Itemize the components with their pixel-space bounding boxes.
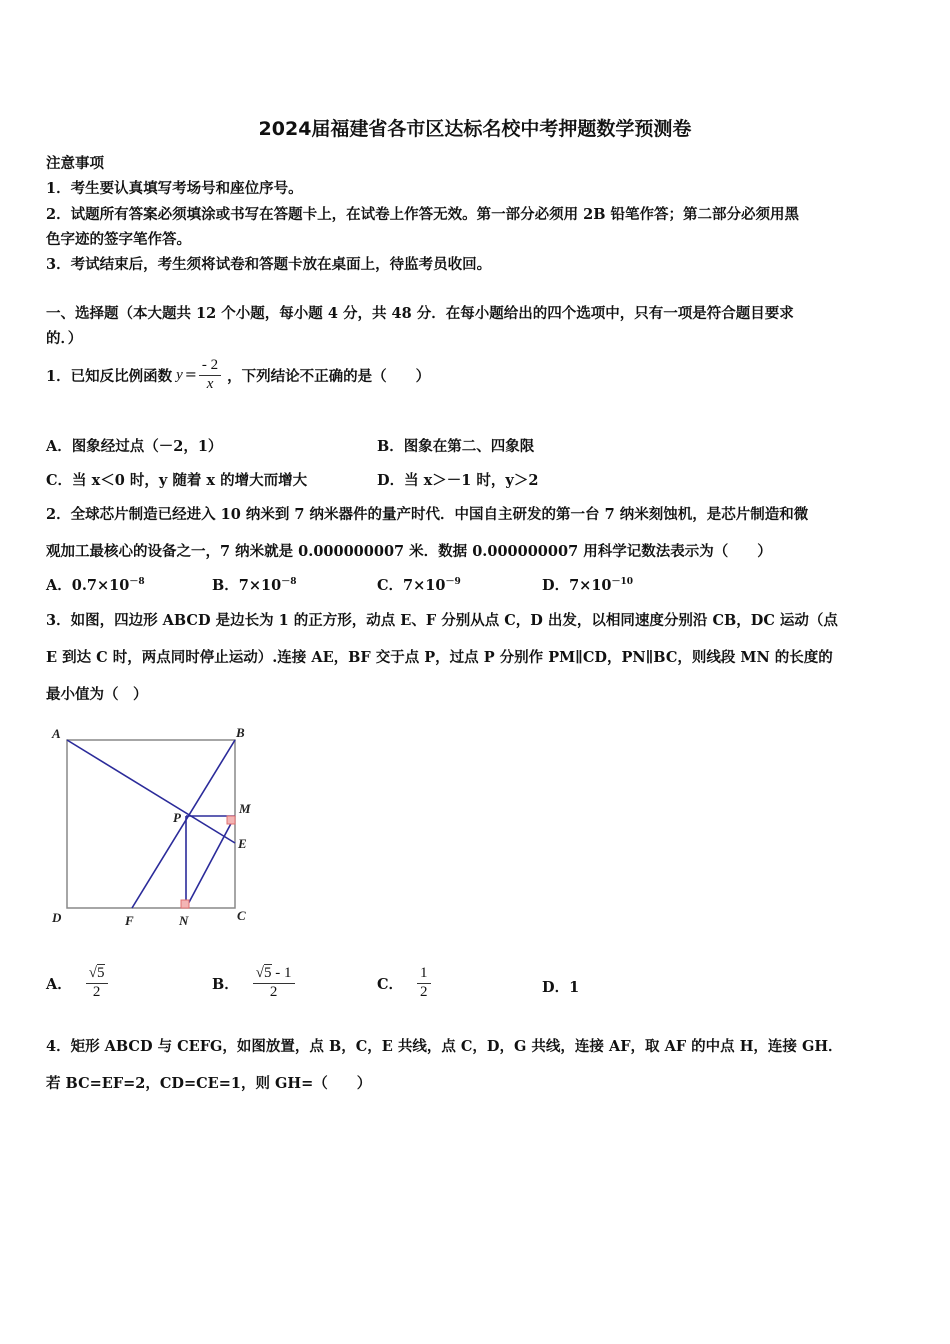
q1-func-y: y <box>176 366 183 383</box>
q2-option-b: B．$7\times 10^{-8}$ <box>212 577 297 594</box>
square-abcd <box>67 740 235 908</box>
q3-option-b-fraction: $\frac{√5 - 1}{2}$ <box>253 965 295 1001</box>
q3-option-a: A． $\frac{√5}{2}$ <box>46 958 108 1008</box>
question-1-stem <box>46 350 430 400</box>
q1-suffix: ，下列结论不正确的是（ ） <box>227 367 431 385</box>
label-m: M <box>239 801 251 816</box>
notice-item-1: 1．考生要认真填写考场号和座位序号。 <box>46 180 303 197</box>
segment-mn <box>186 816 235 908</box>
label-c: C <box>237 908 246 923</box>
section-heading: 一、选择题（本大题共 12 个小题，每小题 4 分，共 48 分．在每小题给出的四个选项中，只有一项是符合题目要求 <box>46 305 794 322</box>
q3-option-c: C． $\frac{1}{2}$ <box>377 958 431 1008</box>
notice-item-2: 2．试题所有答案必须填涂或书写在答题卡上，在试卷上作答无效。第一部分必须用 2B 铅笔作答；第二部分必须用黑 <box>46 206 800 223</box>
q3-square-figure <box>40 718 270 933</box>
right-angle-mark-m <box>227 816 235 824</box>
q1-option-a: A．图象经过点（－2，1） <box>46 438 223 455</box>
q1-frac-den: x <box>206 375 214 392</box>
q3-option-d: D．1 <box>542 979 580 996</box>
segment-ae <box>67 740 235 843</box>
q1-frac-num: - 2 <box>199 357 221 375</box>
segment-bf <box>132 740 235 908</box>
q1-option-d: D．当 x＞－1 时，y＞2 <box>377 472 539 489</box>
q3-option-a-fraction: $\frac{√5}{2}$ <box>86 965 108 1001</box>
label-p: P <box>173 810 181 825</box>
q1-func-eq: = <box>184 367 197 383</box>
q2-stem-line-2: 观加工最核心的设备之一，7 纳米就是 0.000000007 米．数据 0.000000007 用科学记数法表示为（ ） <box>46 543 772 560</box>
q3-option-b: B． $\frac{√5 - 1}{2}$ <box>212 958 295 1008</box>
right-angle-mark-n <box>181 900 189 908</box>
label-a: A <box>52 726 61 741</box>
q3-stem-line-3: 最小值为（ ） <box>46 686 148 703</box>
q4-stem-line-2: 若 BC=EF=2，CD=CE=1，则 GH=（ ） <box>46 1075 372 1092</box>
label-b: B <box>236 725 245 740</box>
q4-stem-line-1: 4．矩形 ABCD 与 CEFG，如图放置，点 B，C，E 共线，点 C，D，G 共线，连接 AF，取 AF 的中点 H，连接 GH． <box>46 1038 843 1055</box>
label-n: N <box>179 913 189 928</box>
q1-fraction <box>199 357 221 393</box>
section-heading-cont: 的．） <box>46 330 83 347</box>
q2-option-d: D．$7\times 10^{-10}$ <box>542 577 634 594</box>
q3-stem-line-1: 3．如图，四边形 ABCD 是边长为 1 的正方形，动点 E、F 分别从点 C，D 出发，以相同速度分别沿 CB，DC 运动（点 <box>46 612 838 629</box>
page-title: 2024届福建省各市区达标名校中考押题数学预测卷 <box>258 118 692 140</box>
q3-stem-line-2: E 到达 C 时，两点同时停止运动）.连接 AE，BF 交于点 P，过点 P 分别作 PM∥CD，PN∥BC，则线段 MN 的长度的 <box>46 649 833 666</box>
notice-item-2-cont: 色字迹的签字笔作答。 <box>46 231 191 248</box>
notice-heading: 注意事项 <box>46 155 104 172</box>
label-f: F <box>125 913 134 928</box>
q3-option-c-fraction: $\frac{1}{2}$ <box>417 965 431 1001</box>
q2-option-c: C．$7\times 10^{-9}$ <box>377 577 461 594</box>
notice-item-3: 3．考试结束后，考生须将试卷和答题卡放在桌面上，待监考员收回。 <box>46 256 492 273</box>
q1-option-c: C．当 x＜0 时，y 随着 x 的增大而增大 <box>46 472 308 489</box>
q2-stem-line-1: 2．全球芯片制造已经进入 10 纳米到 7 纳米器件的量产时代．中国自主研发的第一台 7 纳米刻蚀机，是芯片制造和微 <box>46 506 809 523</box>
label-e: E <box>238 836 247 851</box>
q2-option-a: A．$0.7\times 10^{-8}$ <box>46 577 145 594</box>
label-d: D <box>52 910 62 925</box>
q1-option-b: B．图象在第二、四象限 <box>377 438 535 455</box>
q1-prefix: 1．已知反比例函数 <box>46 367 173 385</box>
